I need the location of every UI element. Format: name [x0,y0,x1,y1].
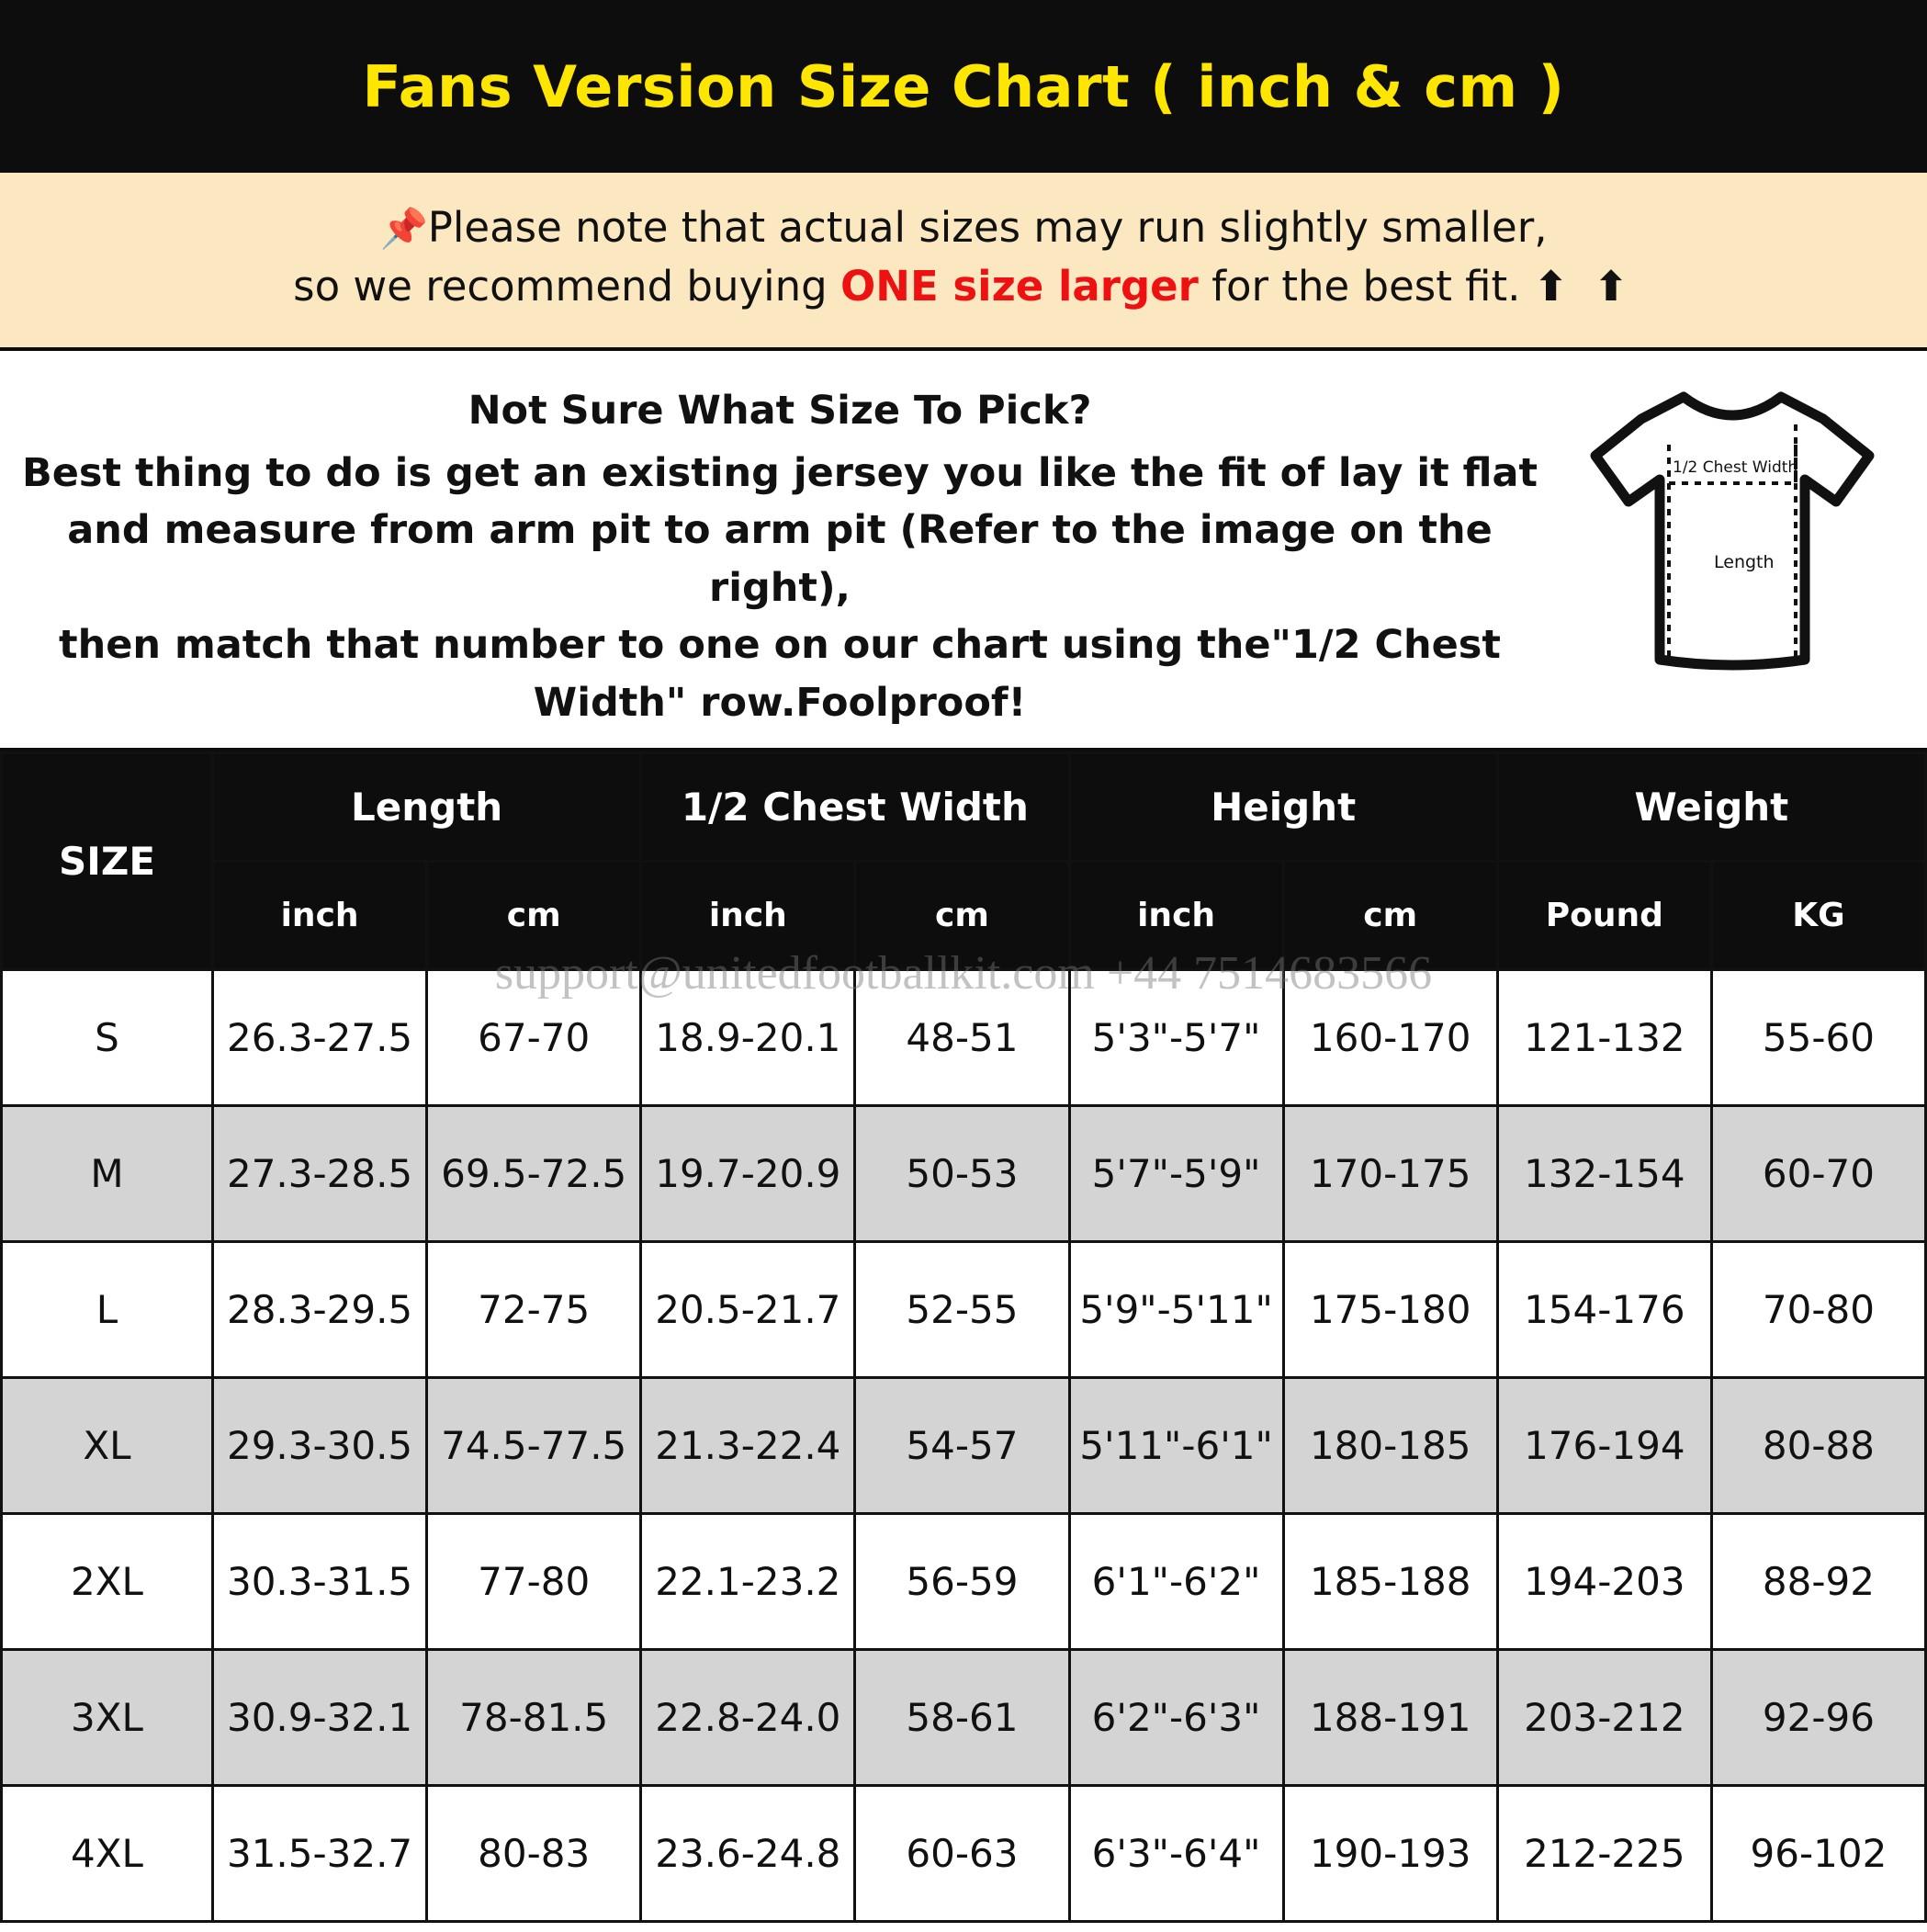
page-title: Fans Version Size Chart ( inch & cm ) [362,52,1565,120]
cell-weight-pound: 154-176 [1497,1241,1711,1377]
cell-chest-cm: 58-61 [855,1649,1069,1785]
cell-weight-kg: 60-70 [1711,1105,1925,1241]
header-group-chest-width: 1/2 Chest Width [641,752,1069,861]
advice-heading: Not Sure What Size To Pick? [468,387,1092,434]
arrow-up-icon: ⬆ ⬆ [1533,261,1634,311]
cell-length-inch: 26.3-27.5 [213,969,427,1105]
header-group-height: Height [1069,752,1497,861]
cell-chest-inch: 21.3-22.4 [641,1377,855,1513]
cell-weight-kg: 80-88 [1711,1377,1925,1513]
cell-height-cm: 185-188 [1283,1513,1497,1649]
cell-weight-kg: 70-80 [1711,1241,1925,1377]
chest-width-label: 1/2 Chest Width [1673,458,1798,477]
advice-text-block [11,375,1549,731]
cell-height-cm: 175-180 [1283,1241,1497,1377]
cell-size: S [2,969,213,1105]
table-row [2,1513,1926,1649]
cell-height-inch: 6'3"-6'4" [1069,1785,1283,1921]
cell-chest-inch: 19.7-20.9 [641,1105,855,1241]
length-label: Length [1714,551,1775,572]
cell-height-inch: 5'3"-5'7" [1069,969,1283,1105]
cell-chest-inch: 18.9-20.1 [641,969,855,1105]
table-row [2,1377,1926,1513]
cell-height-cm: 188-191 [1283,1649,1497,1785]
advice-line-3: then match that number to one on our chart using the"1/2 Chest [59,622,1501,669]
note-line-2 [18,257,1909,316]
cell-chest-cm: 50-53 [855,1105,1069,1241]
cell-size: 3XL [2,1649,213,1785]
cell-length-inch: 28.3-29.5 [213,1241,427,1377]
cell-chest-inch: 20.5-21.7 [641,1241,855,1377]
table-row [2,969,1926,1105]
cell-chest-cm: 52-55 [855,1241,1069,1377]
cell-weight-pound: 121-132 [1497,969,1711,1105]
table-head [2,752,1926,969]
header-unit-chest-inch: inch [641,861,855,969]
tshirt-diagram [1549,375,1916,687]
cell-weight-pound: 132-154 [1497,1105,1711,1241]
pushpin-icon: 📌 [379,206,428,251]
advice-line-1: Best thing to do is get an existing jersey you like the fit of lay it flat [21,450,1538,497]
header-unit-height-cm: cm [1283,861,1497,969]
table-body [2,969,1926,1921]
cell-size: 2XL [2,1513,213,1649]
header-unit-chest-cm: cm [855,861,1069,969]
table-row [2,1241,1926,1377]
cell-length-inch: 30.9-32.1 [213,1649,427,1785]
cell-length-inch: 31.5-32.7 [213,1785,427,1921]
title-bar [0,0,1927,173]
cell-weight-pound: 203-212 [1497,1649,1711,1785]
cell-size: M [2,1105,213,1241]
table-row [2,1105,1926,1241]
cell-weight-pound: 212-225 [1497,1785,1711,1921]
header-unit-length-inch: inch [213,861,427,969]
cell-weight-pound: 176-194 [1497,1377,1711,1513]
cell-height-inch: 5'11"-6'1" [1069,1377,1283,1513]
cell-weight-kg: 92-96 [1711,1649,1925,1785]
cell-chest-cm: 54-57 [855,1377,1069,1513]
table-header-row-groups [2,752,1926,861]
advice-line-4: Width" row.Foolproof! [533,679,1027,726]
contact-watermark: support@unitedfootballkit.com +44 7514683566 [494,947,1433,1000]
note-line-1 [18,198,1909,257]
header-size: SIZE [2,752,213,969]
cell-length-inch: 29.3-30.5 [213,1377,427,1513]
cell-height-cm: 190-193 [1283,1785,1497,1921]
cell-length-cm: 77-80 [427,1513,641,1649]
cell-length-inch: 30.3-31.5 [213,1513,427,1649]
note-text-1: Please note that actual sizes may run slightly smaller, [427,203,1548,252]
cell-length-cm: 67-70 [427,969,641,1105]
cell-chest-cm: 48-51 [855,969,1069,1105]
cell-height-inch: 5'9"-5'11" [1069,1241,1283,1377]
cell-weight-kg: 55-60 [1711,969,1925,1105]
note-text-2-post: for the best fit. [1198,261,1534,311]
header-unit-weight-kg: KG [1711,861,1925,969]
cell-length-cm: 74.5-77.5 [427,1377,641,1513]
cell-size: L [2,1241,213,1377]
cell-length-cm: 69.5-72.5 [427,1105,641,1241]
advice-section [0,351,1927,751]
cell-length-inch: 27.3-28.5 [213,1105,427,1241]
note-emphasis: ONE size larger [840,261,1199,311]
table-header-row-units [2,861,1926,969]
table-row [2,1649,1926,1785]
note-band [0,173,1927,351]
cell-chest-cm: 60-63 [855,1785,1069,1921]
header-group-length: Length [213,752,641,861]
header-unit-length-cm: cm [427,861,641,969]
tshirt-icon [1581,384,1884,687]
cell-length-cm: 80-83 [427,1785,641,1921]
note-text-2-pre: so we recommend buying [293,261,841,311]
cell-height-cm: 180-185 [1283,1377,1497,1513]
header-group-weight: Weight [1497,752,1925,861]
advice-line-2: and measure from arm pit to arm pit (Refer to the image on the right), [67,507,1493,611]
cell-chest-inch: 23.6-24.8 [641,1785,855,1921]
cell-weight-kg: 88-92 [1711,1513,1925,1649]
cell-chest-inch: 22.1-23.2 [641,1513,855,1649]
cell-height-inch: 6'1"-6'2" [1069,1513,1283,1649]
header-unit-height-inch: inch [1069,861,1283,969]
cell-length-cm: 78-81.5 [427,1649,641,1785]
cell-length-cm: 72-75 [427,1241,641,1377]
cell-height-inch: 5'7"-5'9" [1069,1105,1283,1241]
size-table [0,751,1927,1923]
cell-height-inch: 6'2"-6'3" [1069,1649,1283,1785]
table-row [2,1785,1926,1921]
cell-size: 4XL [2,1785,213,1921]
header-unit-weight-pound: Pound [1497,861,1711,969]
cell-chest-inch: 22.8-24.0 [641,1649,855,1785]
cell-size: XL [2,1377,213,1513]
cell-weight-kg: 96-102 [1711,1785,1925,1921]
cell-weight-pound: 194-203 [1497,1513,1711,1649]
cell-height-cm: 170-175 [1283,1105,1497,1241]
cell-chest-cm: 56-59 [855,1513,1069,1649]
cell-height-cm: 160-170 [1283,969,1497,1105]
